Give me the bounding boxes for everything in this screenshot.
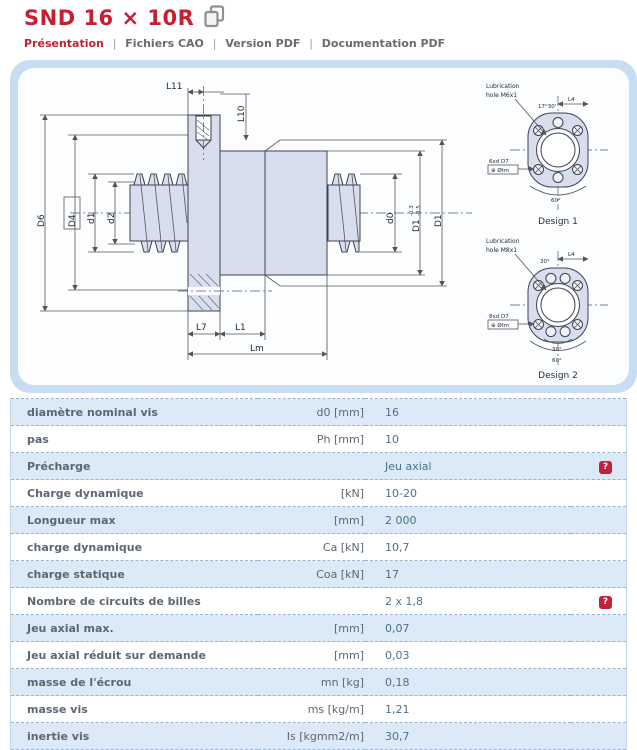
design1-angle-bottom: 60° bbox=[551, 198, 561, 204]
badge-cell bbox=[571, 642, 627, 669]
row-value: 2 x 1,8 bbox=[385, 594, 423, 608]
badge-cell bbox=[571, 453, 627, 480]
design2-angle-bottom-outer: 60° bbox=[552, 358, 562, 364]
design1-tol-frame: ⊕ Øtm bbox=[491, 168, 510, 174]
dim-label-d4: D4 bbox=[68, 214, 78, 227]
tab-documentation-pdf[interactable]: Documentation PDF bbox=[321, 37, 446, 50]
badge-cell bbox=[571, 615, 627, 642]
design1-top-dim: L4 bbox=[568, 97, 575, 103]
row-label: Précharge bbox=[27, 459, 91, 473]
table-row bbox=[11, 615, 627, 642]
badge-cell bbox=[571, 696, 627, 723]
nav-separator: | bbox=[112, 37, 117, 50]
row-unit: d0 [mm] bbox=[316, 405, 364, 419]
design1-lube-label2: hole M6x1 bbox=[486, 92, 518, 99]
help-badge[interactable]: ? bbox=[599, 461, 612, 474]
badge-cell bbox=[571, 669, 627, 696]
design2-view bbox=[486, 238, 608, 381]
drawing-panel bbox=[10, 60, 637, 393]
row-value: 10,7 bbox=[385, 540, 410, 554]
row-label: pas bbox=[27, 432, 49, 446]
page-title: SND 16 × 10R bbox=[24, 6, 195, 30]
row-value: 10-20 bbox=[385, 486, 417, 500]
row-label: charge dynamique bbox=[27, 540, 143, 554]
badge-cell bbox=[571, 480, 627, 507]
design1-view bbox=[486, 83, 608, 227]
badge-cell bbox=[571, 399, 627, 426]
badge-cell bbox=[571, 561, 627, 588]
table-row bbox=[11, 534, 627, 561]
dim-label-d2: d2 bbox=[107, 212, 117, 224]
row-label: charge statique bbox=[27, 567, 125, 581]
row-label: masse de l'écrou bbox=[27, 675, 132, 689]
row-unit: [mm] bbox=[333, 513, 364, 527]
row-value: 0,18 bbox=[385, 675, 410, 689]
table-row bbox=[11, 561, 627, 588]
nav-separator: | bbox=[212, 37, 217, 50]
badge-cell bbox=[571, 723, 627, 750]
row-label: Nombre de circuits de billes bbox=[27, 594, 201, 608]
row-label: inertie vis bbox=[27, 729, 90, 743]
row-value: 1,21 bbox=[385, 702, 410, 716]
design2-top-dim: L4 bbox=[568, 252, 575, 258]
row-value: 10 bbox=[385, 432, 399, 446]
row-value: 16 bbox=[385, 405, 399, 419]
design2-caption: Design 2 bbox=[538, 371, 578, 381]
row-value: 2 000 bbox=[385, 513, 417, 527]
dim-label-D1: D1 bbox=[434, 214, 444, 227]
row-unit: ms [kg/m] bbox=[307, 702, 364, 716]
dim-label-d1: d1 bbox=[87, 212, 97, 224]
badge-cell bbox=[571, 426, 627, 453]
tab-version-pdf[interactable]: Version PDF bbox=[225, 37, 301, 50]
tab-presentation[interactable]: Présentation bbox=[24, 37, 104, 50]
row-value: 0,03 bbox=[385, 648, 410, 662]
table-row bbox=[11, 399, 627, 426]
dim-label-l11: L11 bbox=[166, 82, 183, 92]
table-row bbox=[11, 507, 627, 534]
row-unit: mn [kg] bbox=[320, 675, 364, 689]
product-page bbox=[0, 4, 637, 743]
row-value: 17 bbox=[385, 567, 399, 581]
page-header bbox=[24, 4, 637, 32]
badge-cell bbox=[571, 534, 627, 561]
dim-tol-upper: -0.3 bbox=[409, 205, 415, 216]
row-label: Longueur max bbox=[27, 513, 116, 527]
row-unit: Is [kgmm2/m] bbox=[286, 729, 364, 743]
row-unit: [kN] bbox=[340, 486, 364, 500]
design2-angle-bottom-inner: 30° bbox=[552, 347, 562, 353]
badge-cell bbox=[571, 588, 627, 615]
dim-tol-lower: -0.5 bbox=[416, 205, 422, 216]
dim-label-l10: L10 bbox=[237, 105, 247, 122]
design2-lube-label: Lubrication bbox=[486, 238, 520, 245]
row-unit: [mm] bbox=[333, 648, 364, 662]
row-value: Jeu axial bbox=[385, 459, 432, 473]
spec-table bbox=[10, 398, 627, 750]
row-label: Jeu axial réduit sur demande bbox=[27, 648, 206, 662]
spec-table-body bbox=[11, 399, 627, 750]
row-unit: Ph [mm] bbox=[316, 432, 364, 446]
table-row bbox=[11, 588, 627, 615]
table-row bbox=[11, 642, 627, 669]
row-label: Jeu axial max. bbox=[27, 621, 114, 635]
row-unit bbox=[258, 588, 365, 615]
row-unit: [mm] bbox=[333, 621, 364, 635]
dim-label-d0: d0 bbox=[386, 212, 396, 224]
row-label: diamètre nominal vis bbox=[27, 405, 158, 419]
row-value: 0,07 bbox=[385, 621, 410, 635]
technical-drawing bbox=[10, 68, 637, 393]
row-label: masse vis bbox=[27, 702, 88, 716]
table-row bbox=[11, 453, 627, 480]
row-unit: Ca [kN] bbox=[322, 540, 364, 554]
nav-separator: | bbox=[309, 37, 313, 50]
design1-caption: Design 1 bbox=[538, 217, 578, 227]
dim-label-lm: Lm bbox=[250, 344, 264, 354]
badge-cell bbox=[571, 507, 627, 534]
dim-label-d6: D6 bbox=[37, 214, 47, 227]
design1-lube-label: Lubrication bbox=[486, 83, 520, 90]
design1-hole-note: 6xd D7 bbox=[489, 159, 509, 165]
row-unit bbox=[258, 453, 365, 480]
design2-tol-frame: ⊕ Øtm bbox=[491, 323, 510, 329]
dim-label-l1: L1 bbox=[235, 323, 246, 333]
dim-label-l7: L7 bbox=[196, 323, 207, 333]
table-row bbox=[11, 480, 627, 507]
design2-angle-top: 30° bbox=[540, 259, 550, 265]
row-label: Charge dynamique bbox=[27, 486, 144, 500]
design2-lube-label2: hole M8x1 bbox=[486, 247, 518, 254]
table-row bbox=[11, 426, 627, 453]
table-row bbox=[11, 669, 627, 696]
design1-angle-top: 17°30' bbox=[538, 104, 557, 110]
dim-label-D1-tol: D1 bbox=[412, 219, 422, 232]
row-unit: Coa [kN] bbox=[316, 567, 364, 581]
row-value: 30,7 bbox=[385, 729, 410, 743]
tab-fichiers-cao[interactable]: Fichiers CAO bbox=[125, 37, 204, 50]
help-badge[interactable]: ? bbox=[599, 596, 612, 609]
table-row bbox=[11, 723, 627, 750]
table-row bbox=[11, 696, 627, 723]
copy-icon[interactable] bbox=[204, 5, 225, 32]
design2-hole-note: 8xd D7 bbox=[489, 314, 509, 320]
tab-bar bbox=[24, 37, 637, 52]
